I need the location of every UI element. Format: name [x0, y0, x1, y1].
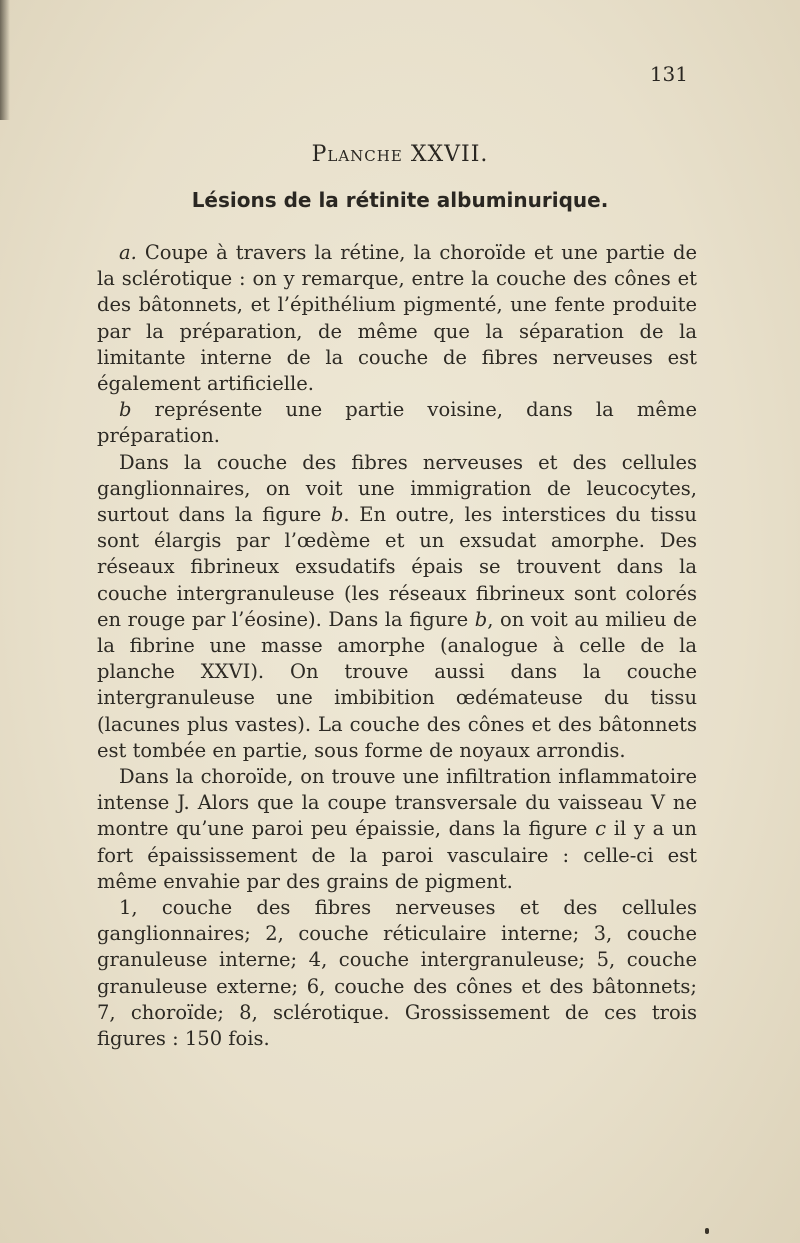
figure-label-a: a. — [119, 241, 137, 264]
figure-ref: b — [330, 503, 344, 527]
plate-title — [0, 142, 800, 167]
paragraph-b — [97, 397, 697, 449]
paragraph-a — [97, 240, 697, 397]
paragraph-text: , on voit au milieu de la fibrine une masse amorphe (analogue à celle de la planche XXVI). On trouve aussi dans la couche intergranuleuse une imbibition œdémateuse du tissu (lacunes plus vastes). La couche des cônes et des bâtonnets est tombée en partie, sous forme de noyaux arrondis. — [97, 607, 697, 762]
paragraph-choroide — [97, 764, 697, 895]
paragraph-text: . En outre, les interstices du tissu sont élargis par l’œdème et un exsudat amorphe. Des réseaux fibrineux exsudatifs épais se trouvent dans la couche intergranuleuse (les réseaux fibrineux sont colorés en rouge par l’éosine). Dans la figure — [97, 503, 697, 631]
figure-label-b: b — [119, 398, 132, 422]
paragraph-text: Coupe à travers la rétine, la choroïde et une partie de la sclérotique : on y remarque, entre la couche des cônes et des bâtonnets, et l’épithélium pigmenté, une fente produite par la préparation, de même que la séparation de la limitante interne de la couche de fibres nerveuses est également artificielle. — [97, 241, 697, 396]
figure-ref: c — [595, 817, 607, 841]
plate-numeral: XXVII. — [410, 142, 489, 167]
page-edge-shadow — [0, 0, 10, 120]
paragraph-text: représente une partie voisine, dans la même préparation. — [97, 398, 697, 448]
paragraph-text: Dans la couche des fibres nerveuses et des cellules ganglionnaires, on voit une immigration de leucocytes, surtout dans la figure — [97, 450, 697, 527]
plate-word: Planche — [311, 142, 403, 167]
figure-ref: b — [474, 607, 488, 631]
page-number: 131 — [649, 62, 688, 86]
paragraph-text: Dans la choroïde, on trouve une infiltration inflammatoire intense J. Alors que la coupe transversale du vaisseau V ne montre qu’une paroi peu épaissie, dans la figure — [97, 765, 697, 841]
paragraph-text: il y a un fort épaississement de la paroi vasculaire : celle-ci est même envahie par des grains de pigment. — [97, 817, 697, 893]
ink-speck — [705, 1228, 709, 1234]
body-text — [97, 240, 697, 1052]
paragraph-fibres — [97, 450, 697, 764]
paragraph-legend — [97, 895, 697, 1052]
paragraph-text: 1, couche des fibres nerveuses et des cellules ganglionnaires; 2, couche réticulaire interne; 3, couche granuleuse interne; 4, couche intergranuleuse; 5, couche granuleuse externe; 6, couche des cônes et des bâtonnets; 7, choroïde; 8, sclérotique. Grossissement de ces trois figures : 150 fois. — [97, 896, 697, 1051]
section-subtitle: Lésions de la rétinite albuminurique. — [191, 188, 609, 212]
